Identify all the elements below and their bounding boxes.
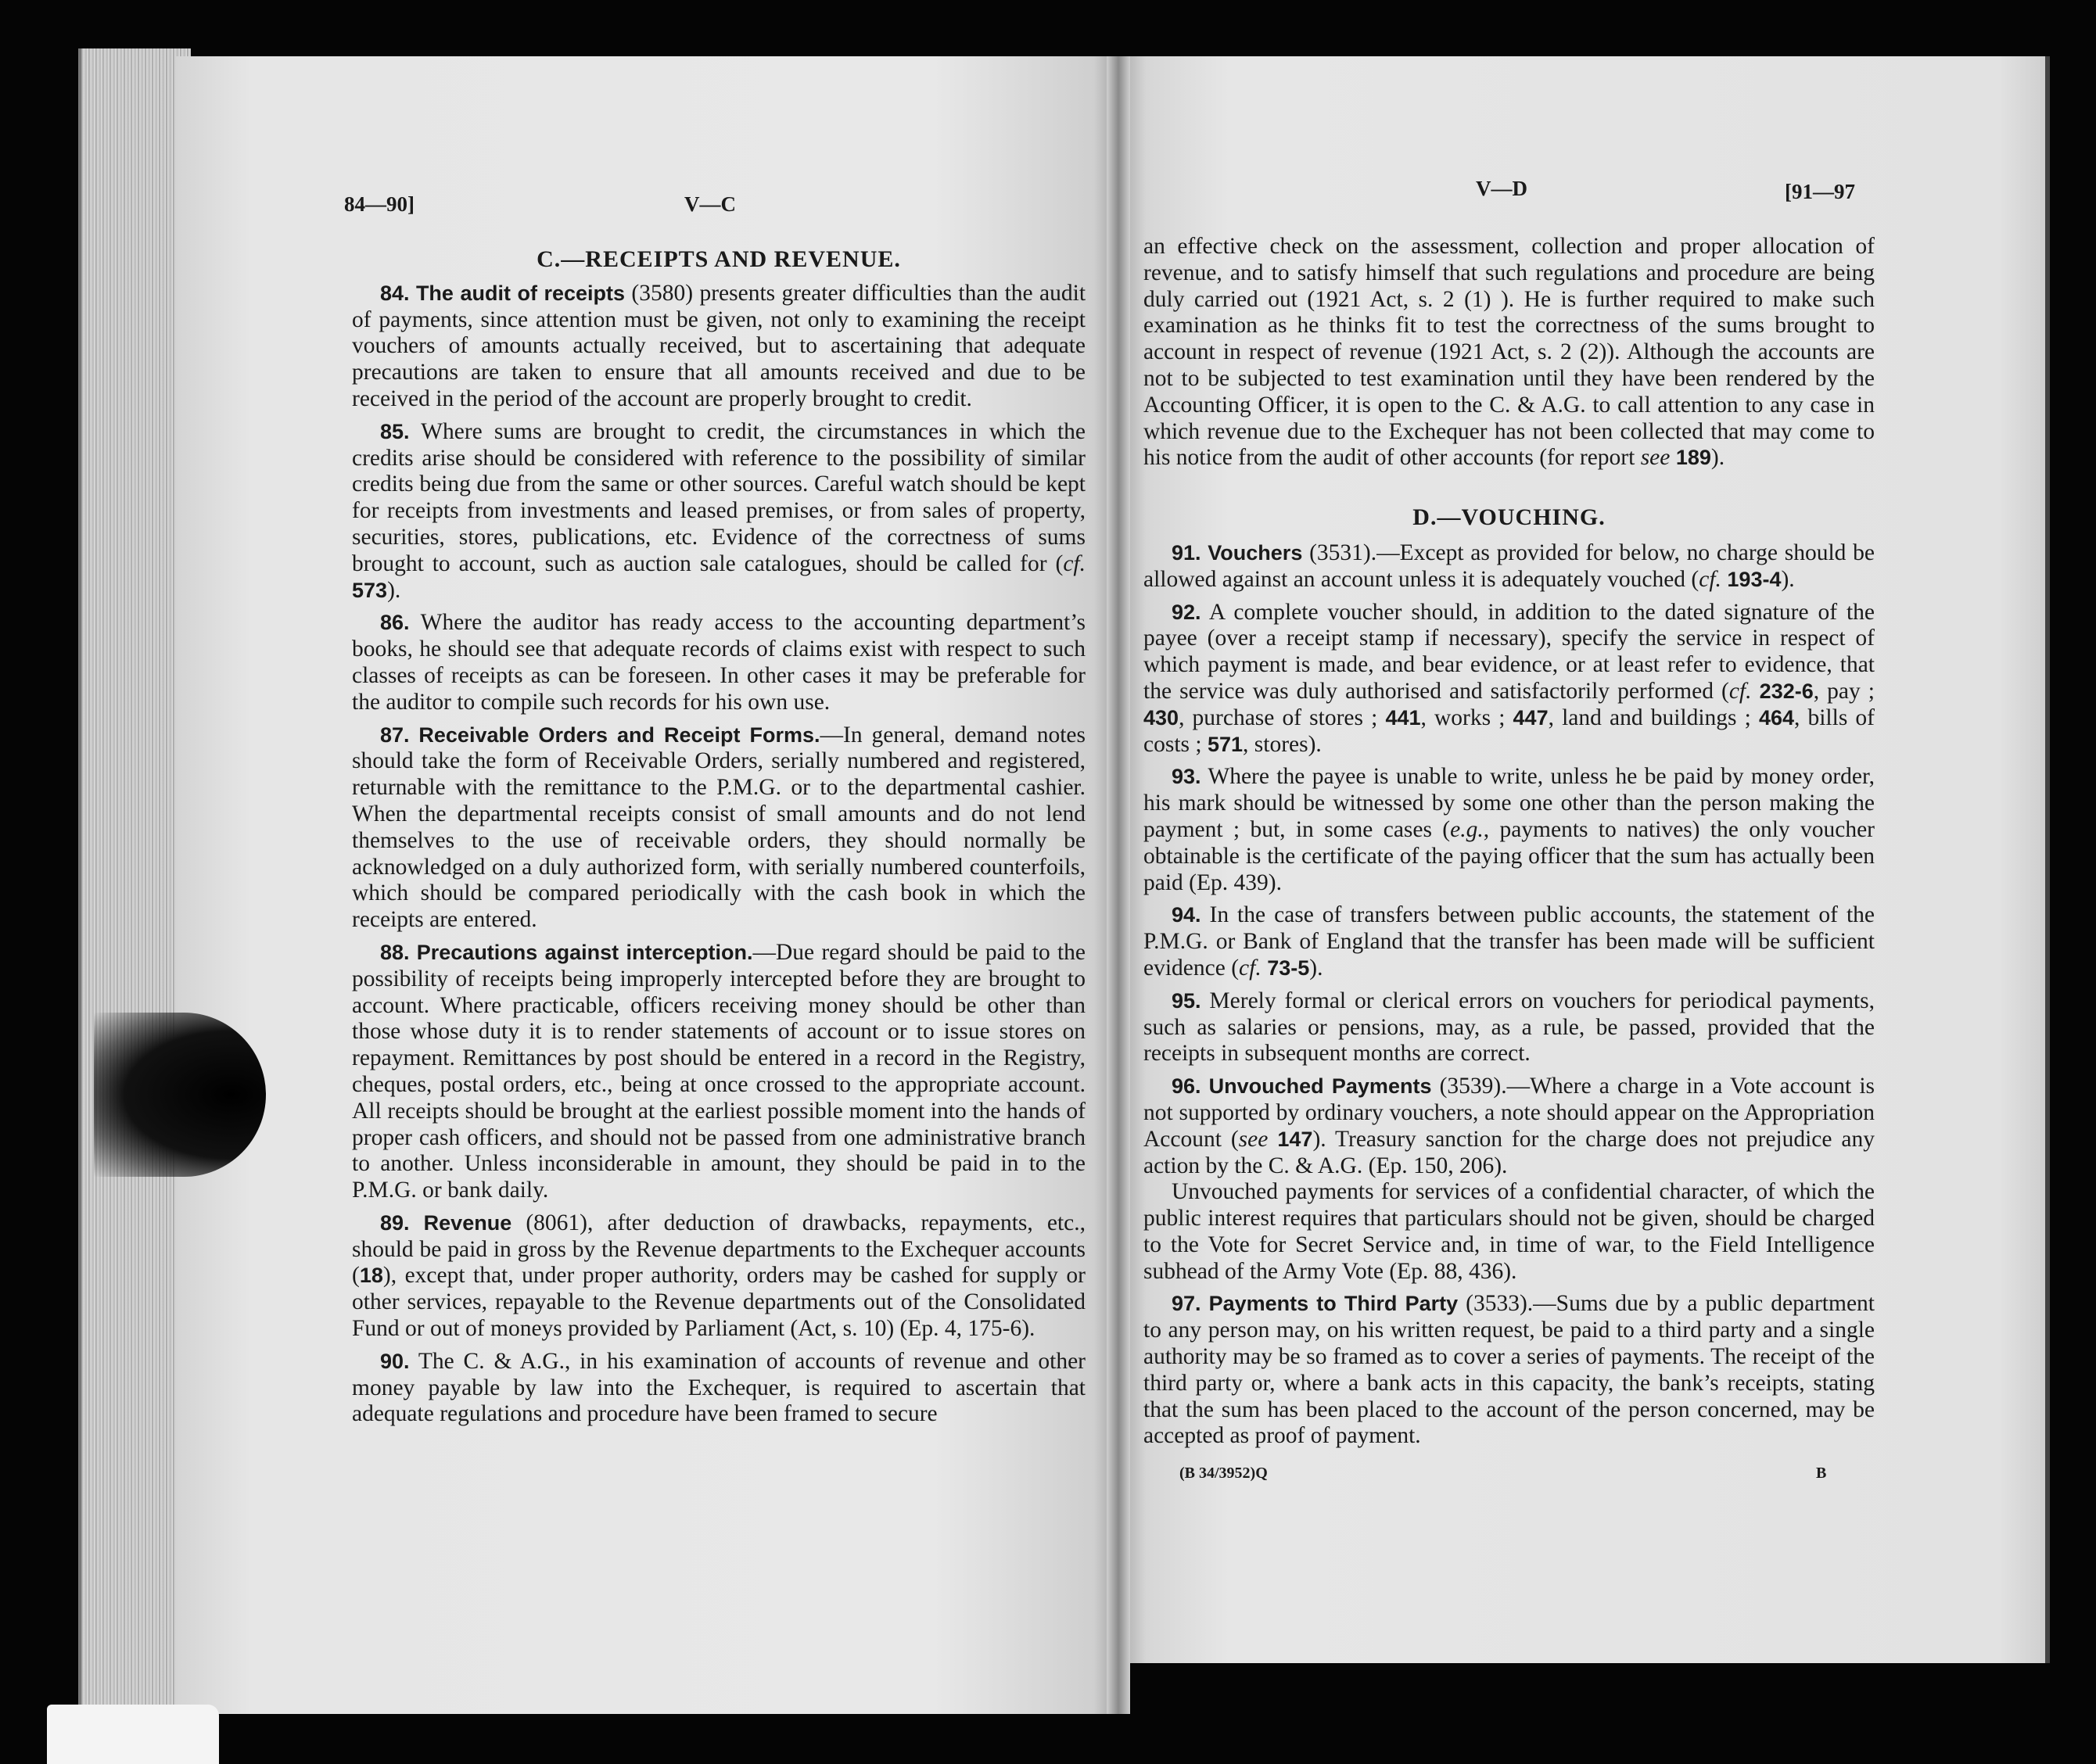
cross-reference: 73-5 [1261, 956, 1310, 980]
see-abbrev: see [1640, 445, 1671, 471]
paragraph-90 [352, 1349, 1086, 1428]
left-running-head [344, 192, 1086, 223]
paragraph-90-continued [1143, 234, 1875, 471]
paragraph-text-end: , stores). [1243, 731, 1322, 757]
see-abbrev: see [1238, 1126, 1269, 1152]
cf-abbrev: cf. [1699, 566, 1721, 592]
cross-reference: 18 [359, 1264, 383, 1288]
cross-reference: 189 [1670, 446, 1711, 470]
paragraph-heading: Revenue [423, 1210, 512, 1235]
paragraph-text-end: ). Treasury sanction for the charge does not prejudice any action by the C. & A.G. (Ep. 150, 206). [1143, 1126, 1875, 1178]
paragraph-text: (8061), after deduction of drawbacks, repayments, etc., should be paid in gross by the Revenue departments to the Exchequer accounts ( [352, 1210, 1086, 1289]
signature-mark: B [1816, 1465, 1827, 1483]
page-footer [1143, 1461, 1875, 1487]
paragraph-96 [1143, 1074, 1875, 1179]
paragraph-number: 88. [380, 940, 410, 964]
section-title-vouching: D.—VOUCHING. [1412, 504, 1606, 531]
paragraph-text: , land and buildings ; [1548, 705, 1759, 730]
paragraph-number: 93. [1172, 765, 1201, 789]
paragraph-text: an effective check on the assessment, collection and proper allocation of revenue, and to satisfy himself that such regulations and procedure are being duly carried out (1921 Act, s. 2 (1) ). He is further required to make such examination as he thinks fit to test the correctness of the sums brought to account in respect of revenue (1921 Act, s. 2 (2)). Although the accounts are not to be subjected to test examination until they have been rendered by the Accounting Officer, it is open to the C. & A.G. to call attention to any case in which revenue due to the Exchequer has not been collected that may come to his notice from the audit of other accounts (for report [1143, 234, 1875, 471]
cross-reference: 430 [1143, 705, 1179, 730]
paragraph-text: , purchase of stores ; [1179, 705, 1386, 730]
paragraph-text: Where sums are brought to credit, the circumstances in which the credits arise should be considered with reference to the possibility of similar credits being due from the same or other sources. Careful watch should be kept for receipts from investments and leased premises, or from sales of property, securities, stores, publications, etc. Evidence of the correctness of sums brought to account, such as auction sale catalogues, should be called for ( [352, 418, 1086, 576]
left-section-label: V—C [684, 192, 736, 216]
cross-reference: 147 [1268, 1127, 1313, 1151]
paragraph-number: 87. [380, 722, 410, 747]
paragraph-87 [352, 722, 1086, 934]
paragraph-text: Merely formal or clerical errors on vouchers for periodical payments, such as salaries or pensions, may, as a rule, be passed, provided that the receipts in subsequent months are correct. [1143, 988, 1875, 1067]
paragraph-heading: Unvouched Payments [1208, 1074, 1432, 1099]
paragraph-93 [1143, 764, 1875, 896]
eg-abbrev: e.g. [1450, 816, 1484, 842]
paragraph-text-end: ). [1309, 955, 1323, 981]
paragraph-text: The C. & A.G., in his examination of accounts of revenue and other money payable by law into the Exchequer, is required to ascertain that adequate regulations and procedure have been framed to secure [352, 1348, 1086, 1427]
print-code: (B 34/3952)Q [1179, 1465, 1268, 1483]
paragraph-heading: Payments to Third Party [1208, 1292, 1459, 1316]
cross-reference: 573 [352, 578, 388, 602]
paragraph-text-end: ). [1781, 566, 1795, 592]
paragraph-92 [1143, 600, 1875, 758]
paragraph-97 [1143, 1291, 1875, 1450]
paragraph-text: (3580) presents greater difficulties than the audit of payments, since attention must be given, not only to examining the receipt vouchers of amounts actually received, but to ascertaining that adequate precautions are taken to ensure that all amounts received and due to be received in the period of the account are properly brought to credit. [352, 280, 1086, 411]
paragraph-91 [1143, 540, 1875, 593]
cross-reference: 232-6 [1751, 679, 1814, 703]
paragraph-number: 92. [1172, 600, 1201, 624]
paper-tag [47, 1705, 219, 1764]
paragraph-text: —Due regard should be paid to the possibility of receipts being improperly intercepted before they are brought to account. Where practicable, officers receiving money should be other than those whose duty it is to render statements of account or to issue stores on repayment. Remittances by post should be entered in a record in the Registry, cheques, postal orders, etc., being at once crossed to the appropriate account. All receipts should be brought at the earliest possible moment into the hands of proper cash officers, and should not be passed from one administrative branch to another. Unless inconsiderable in amount, they should be paid in to the P.M.G. or bank daily. [352, 939, 1086, 1203]
paragraph-number: 96. [1172, 1074, 1201, 1099]
cf-abbrev: cf. [1728, 678, 1752, 704]
section-title-receipts: C.—RECEIPTS AND REVENUE. [537, 246, 901, 272]
thumb-shadow [94, 1013, 266, 1177]
right-section-label: V—D [1476, 177, 1527, 200]
paragraph-number: 95. [1172, 988, 1201, 1013]
paragraph-number: 84. [380, 281, 410, 305]
left-page-text [344, 192, 1086, 1434]
left-page-range: 84—90] [344, 192, 415, 216]
cross-reference: 571 [1207, 732, 1244, 756]
paragraph-number: 89. [380, 1210, 410, 1235]
paragraph-95 [1143, 988, 1875, 1067]
cf-abbrev: cf. [1239, 955, 1262, 981]
paragraph-text: A complete voucher should, in addition to the dated signature of the payee (over a receipt stamp if necessary), specify the service in respect of which payment is made, and bear evidence, or at least refer to evidence, that the service was duly authorised and satisfactorily performed ( [1143, 599, 1875, 704]
cross-reference: 464 [1758, 705, 1794, 730]
paragraph-text: (3533).—Sums due by a public department to any person may, on his written request, be paid to a third party and a single authority may be so framed as to cover a series of payments. The receipt of the third party or, where a bank acts in this capacity, the bank’s receipts, stating that the sum has been placed to the account of the person concerned, may be accepted as proof of payment. [1143, 1291, 1875, 1449]
paragraph-text: Where the auditor has ready access to the accounting department’s books, he should see that adequate records of claims exist with respect to such classes of receipts as can be foreseen. In other cases it may be preferable for the auditor to compile such records for his own use. [352, 610, 1086, 715]
paragraph-number: 91. [1172, 540, 1201, 565]
paragraph-text-end: ). [1710, 445, 1725, 471]
paragraph-text: Unvouched payments for services of a confidential character, of which the public interest requires that particulars should not be given, should be charged to the Vote for Secret Service and, in time of war, to the Field Intelligence subhead of the Army Vote (Ep. 88, 436). [1143, 1179, 1875, 1284]
cf-abbrev: cf. [1063, 550, 1086, 576]
paragraph-text: (3539).—Where a charge in a Vote account is not supported by ordinary vouchers, a note should appear on the Appropriation Account ( [1143, 1074, 1875, 1152]
cross-reference: 441 [1385, 705, 1421, 730]
paragraph-heading: The audit of receipts [415, 281, 626, 305]
paragraph-number: 94. [1172, 903, 1201, 927]
paragraph-number: 90. [380, 1349, 410, 1373]
paragraph-88 [352, 940, 1086, 1204]
paragraph-94 [1143, 902, 1875, 981]
paragraph-85 [352, 419, 1086, 604]
book-gutter [1107, 56, 1130, 1714]
paragraph-heading: Receivable Orders and Receipt Forms. [418, 722, 820, 747]
paragraph-number: 97. [1172, 1292, 1201, 1316]
paragraph-96-unvouched [1143, 1179, 1875, 1285]
paragraph-text-end: ). [387, 577, 401, 603]
paragraph-heading: Precautions against interception. [416, 940, 753, 964]
paragraph-text-end: , payments to natives) the only voucher obtainable is the certificate of the paying officer that the sum has actually been paid (Ep. 439). [1143, 816, 1875, 895]
cross-reference: 193-4 [1721, 567, 1782, 591]
paragraph-84 [352, 281, 1086, 413]
paragraph-number: 85. [380, 419, 410, 443]
paragraph-text: , bills of costs ; [1143, 705, 1875, 757]
right-page-range: [91—97 [1785, 180, 1855, 203]
page-edges [78, 48, 191, 1714]
paragraph-number: 86. [380, 611, 410, 635]
right-page-text [1143, 177, 1875, 1487]
paragraph-text: , pay ; [1813, 678, 1875, 704]
paragraph-text: (3531).—Except as provided for below, no charge should be allowed against an account unless it is adequately vouched ( [1143, 540, 1875, 592]
cross-reference: 447 [1513, 705, 1549, 730]
paragraph-text: Where the payee is unable to write, unless he be paid by money order, his mark should be witnessed by some one other than the person making the payment ; but, in some cases ( [1143, 764, 1875, 842]
paragraph-text: —In general, demand notes should take the form of Receivable Orders, serially numbered and registered, returnable with the remittance to the P.M.G. or to the departmental cashier. When the departmental receipts consist of small amounts and do not lend themselves to the use of receivable orders, they should normally be acknowledged on a duly authorized form, with serially numbered counterfoils, which should be compared periodically with the cash book in which the receipts are entered. [352, 722, 1086, 933]
paragraph-text: , works ; [1420, 705, 1513, 730]
paragraph-text: In the case of transfers between public accounts, the statement of the P.M.G. or Bank of England that the transfer has been made will be sufficient evidence ( [1143, 902, 1875, 981]
paragraph-89 [352, 1210, 1086, 1343]
paragraph-text-end: ), except that, under proper authority, orders may be cashed for supply or other services, repayable to the Revenue departments out of the Consolidated Fund or out of moneys provided by Parliament (Act, s. 10) (Ep. 4, 175-6). [352, 1263, 1086, 1342]
paragraph-heading: Vouchers [1208, 540, 1303, 565]
paragraph-86 [352, 610, 1086, 715]
